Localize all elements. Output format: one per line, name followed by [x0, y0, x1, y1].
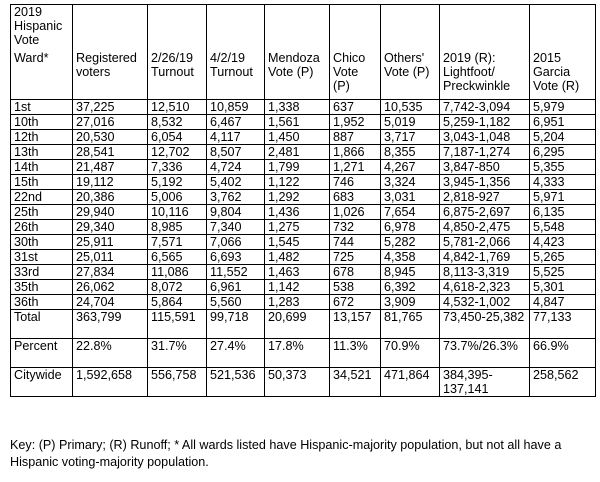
- table-row: [11, 175, 596, 190]
- table-cell: 5,548: [530, 220, 596, 235]
- table-cell: 10,116: [148, 205, 207, 220]
- table-cell: 5,019: [381, 115, 440, 130]
- table-cell: 73.7%/26.3%: [440, 339, 530, 368]
- table-row: [11, 130, 596, 145]
- table-cell: 5,301: [530, 280, 596, 295]
- table-cell: 6,392: [381, 280, 440, 295]
- table-cell: 744: [330, 235, 381, 250]
- citywide-row: [11, 368, 596, 397]
- table-cell: 11,552: [207, 265, 265, 280]
- row-label-cell: 10th: [11, 115, 73, 130]
- table-cell: 5,355: [530, 160, 596, 175]
- table-cell: 5,006: [148, 190, 207, 205]
- table-cell: 3,324: [381, 175, 440, 190]
- table-cell: 471,864: [381, 368, 440, 397]
- header-row: [11, 5, 596, 100]
- table-cell: 25,011: [73, 250, 148, 265]
- table-cell: 26,062: [73, 280, 148, 295]
- table-cell: 8,507: [207, 145, 265, 160]
- table-cell: 6,467: [207, 115, 265, 130]
- table-cell: 29,940: [73, 205, 148, 220]
- table-cell: 5,525: [530, 265, 596, 280]
- table-cell: 637: [330, 100, 381, 115]
- table-cell: 5,781-2,066: [440, 235, 530, 250]
- results-table-container: [10, 4, 595, 397]
- table-cell: 3,945-1,356: [440, 175, 530, 190]
- table-cell: 99,718: [207, 310, 265, 339]
- table-row: [11, 250, 596, 265]
- ward-column-header: Ward*: [14, 51, 49, 65]
- table-cell: 6,875-2,697: [440, 205, 530, 220]
- table-cell: 1,450: [265, 130, 330, 145]
- table-cell: 1,952: [330, 115, 381, 130]
- row-label-cell: 15th: [11, 175, 73, 190]
- table-cell: 6,135: [530, 205, 596, 220]
- row-label-cell: Percent: [11, 339, 73, 368]
- table-cell: 34,521: [330, 368, 381, 397]
- table-cell: 27,016: [73, 115, 148, 130]
- hispanic-vote-table: [10, 4, 596, 397]
- row-label-cell: 22nd: [11, 190, 73, 205]
- table-cell: 8,945: [381, 265, 440, 280]
- table-cell: 7,571: [148, 235, 207, 250]
- table-cell: 4,850-2,475: [440, 220, 530, 235]
- table-cell: 2,818-927: [440, 190, 530, 205]
- table-cell: 384,395-137,141: [440, 368, 530, 397]
- table-cell: 19,112: [73, 175, 148, 190]
- table-cell: 1,545: [265, 235, 330, 250]
- table-cell: 1,561: [265, 115, 330, 130]
- table-row: [11, 115, 596, 130]
- row-label-cell: 33rd: [11, 265, 73, 280]
- table-cell: 4,267: [381, 160, 440, 175]
- total-row: [11, 310, 596, 339]
- table-cell: 1,482: [265, 250, 330, 265]
- table-cell: 538: [330, 280, 381, 295]
- table-cell: 6,295: [530, 145, 596, 160]
- table-cell: 6,961: [207, 280, 265, 295]
- table-cell: 6,693: [207, 250, 265, 265]
- table-cell: 5,192: [148, 175, 207, 190]
- table-cell: 6,054: [148, 130, 207, 145]
- table-cell: 1,592,658: [73, 368, 148, 397]
- table-cell: 1,283: [265, 295, 330, 310]
- table-row: [11, 100, 596, 115]
- table-cell: 887: [330, 130, 381, 145]
- table-cell: 7,654: [381, 205, 440, 220]
- table-cell: 27.4%: [207, 339, 265, 368]
- table-cell: 5,259-1,182: [440, 115, 530, 130]
- table-cell: 258,562: [530, 368, 596, 397]
- table-cell: 3,909: [381, 295, 440, 310]
- table-cell: 1,142: [265, 280, 330, 295]
- table-cell: 4,724: [207, 160, 265, 175]
- table-cell: 5,402: [207, 175, 265, 190]
- table-cell: 7,742-3,094: [440, 100, 530, 115]
- table-cell: 8,355: [381, 145, 440, 160]
- table-cell: 37,225: [73, 100, 148, 115]
- table-cell: 20,386: [73, 190, 148, 205]
- table-cell: 3,043-1,048: [440, 130, 530, 145]
- table-cell: 11,086: [148, 265, 207, 280]
- table-cell: 66.9%: [530, 339, 596, 368]
- table-cell: 77,133: [530, 310, 596, 339]
- table-cell: 1,866: [330, 145, 381, 160]
- table-cell: 4,532-1,002: [440, 295, 530, 310]
- row-label-cell: 25th: [11, 205, 73, 220]
- row-label-cell: 13th: [11, 145, 73, 160]
- table-cell: 2,481: [265, 145, 330, 160]
- table-row: [11, 190, 596, 205]
- table-cell: 8,113-3,319: [440, 265, 530, 280]
- table-cell: 5,971: [530, 190, 596, 205]
- table-cell: 4,847: [530, 295, 596, 310]
- table-cell: 521,536: [207, 368, 265, 397]
- table-cell: 6,951: [530, 115, 596, 130]
- table-title: 2019 Hispanic Vote: [14, 5, 63, 47]
- column-header: Others' Vote (P): [381, 5, 440, 100]
- table-row: [11, 145, 596, 160]
- table-cell: 556,758: [148, 368, 207, 397]
- table-cell: 24,704: [73, 295, 148, 310]
- table-cell: 1,799: [265, 160, 330, 175]
- table-cell: 4,333: [530, 175, 596, 190]
- column-header: Mendoza Vote (P): [265, 5, 330, 100]
- table-cell: 50,373: [265, 368, 330, 397]
- table-cell: 29,340: [73, 220, 148, 235]
- table-cell: 363,799: [73, 310, 148, 339]
- table-cell: 1,338: [265, 100, 330, 115]
- column-header: 2/26/19 Turnout: [148, 5, 207, 100]
- table-cell: 5,560: [207, 295, 265, 310]
- table-cell: 12,702: [148, 145, 207, 160]
- table-cell: 5,979: [530, 100, 596, 115]
- table-cell: 1,271: [330, 160, 381, 175]
- table-cell: 683: [330, 190, 381, 205]
- table-cell: 3,762: [207, 190, 265, 205]
- table-cell: 17.8%: [265, 339, 330, 368]
- table-cell: 81,765: [381, 310, 440, 339]
- row-label-cell: 30th: [11, 235, 73, 250]
- row-label-cell: 35th: [11, 280, 73, 295]
- table-cell: 4,423: [530, 235, 596, 250]
- table-row: [11, 205, 596, 220]
- table-cell: 3,847-850: [440, 160, 530, 175]
- column-header: 4/2/19 Turnout: [207, 5, 265, 100]
- column-header: Registered voters: [73, 5, 148, 100]
- table-key-note: Key: (P) Primary; (R) Runoff; * All wards listed have Hispanic-majority population, but not all have a Hispanic voting-majority population.: [10, 438, 562, 469]
- table-cell: 5,282: [381, 235, 440, 250]
- table-cell: 6,978: [381, 220, 440, 235]
- table-cell: 4,842-1,769: [440, 250, 530, 265]
- table-cell: 4,358: [381, 250, 440, 265]
- percent-row: [11, 339, 596, 368]
- table-cell: 5,204: [530, 130, 596, 145]
- column-header: 2019 (R): Lightfoot/ Preckwinkle: [440, 5, 530, 100]
- table-cell: 10,859: [207, 100, 265, 115]
- table-cell: 8,985: [148, 220, 207, 235]
- table-cell: 672: [330, 295, 381, 310]
- table-cell: 678: [330, 265, 381, 280]
- table-cell: 10,535: [381, 100, 440, 115]
- table-cell: 31.7%: [148, 339, 207, 368]
- table-cell: 6,565: [148, 250, 207, 265]
- table-cell: 11.3%: [330, 339, 381, 368]
- table-cell: 25,911: [73, 235, 148, 250]
- table-cell: 3,717: [381, 130, 440, 145]
- table-row: [11, 160, 596, 175]
- table-cell: 21,487: [73, 160, 148, 175]
- ward-header-cell: [11, 5, 73, 100]
- table-cell: 73,450-25,382: [440, 310, 530, 339]
- table-cell: 12,510: [148, 100, 207, 115]
- table-cell: 1,292: [265, 190, 330, 205]
- table-cell: 9,804: [207, 205, 265, 220]
- table-cell: 1,275: [265, 220, 330, 235]
- table-cell: 7,340: [207, 220, 265, 235]
- table-cell: 1,436: [265, 205, 330, 220]
- table-cell: 115,591: [148, 310, 207, 339]
- row-label-cell: 31st: [11, 250, 73, 265]
- table-cell: 22.8%: [73, 339, 148, 368]
- table-cell: 4,618-2,323: [440, 280, 530, 295]
- row-label-cell: Total: [11, 310, 73, 339]
- table-cell: 746: [330, 175, 381, 190]
- table-cell: 20,699: [265, 310, 330, 339]
- table-cell: 1,026: [330, 205, 381, 220]
- table-cell: 1,463: [265, 265, 330, 280]
- table-row: [11, 220, 596, 235]
- table-cell: 725: [330, 250, 381, 265]
- row-label-cell: 1st: [11, 100, 73, 115]
- row-label-cell: 12th: [11, 130, 73, 145]
- table-cell: 7,336: [148, 160, 207, 175]
- table-row: [11, 295, 596, 310]
- table-cell: 28,541: [73, 145, 148, 160]
- table-cell: 8,532: [148, 115, 207, 130]
- table-cell: 7,187-1,274: [440, 145, 530, 160]
- table-cell: 3,031: [381, 190, 440, 205]
- table-cell: 4,117: [207, 130, 265, 145]
- table-cell: 8,072: [148, 280, 207, 295]
- row-label-cell: 14th: [11, 160, 73, 175]
- row-label-cell: 36th: [11, 295, 73, 310]
- column-header: Chico Vote (P): [330, 5, 381, 100]
- table-row: [11, 280, 596, 295]
- table-cell: 5,864: [148, 295, 207, 310]
- table-cell: 7,066: [207, 235, 265, 250]
- table-cell: 70.9%: [381, 339, 440, 368]
- table-cell: 1,122: [265, 175, 330, 190]
- table-row: [11, 235, 596, 250]
- table-cell: 27,834: [73, 265, 148, 280]
- row-label-cell: Citywide: [11, 368, 73, 397]
- table-cell: 13,157: [330, 310, 381, 339]
- table-cell: 732: [330, 220, 381, 235]
- table-cell: 5,265: [530, 250, 596, 265]
- table-row: [11, 265, 596, 280]
- column-header: 2015 Garcia Vote (R): [530, 5, 596, 100]
- row-label-cell: 26th: [11, 220, 73, 235]
- table-cell: 20,530: [73, 130, 148, 145]
